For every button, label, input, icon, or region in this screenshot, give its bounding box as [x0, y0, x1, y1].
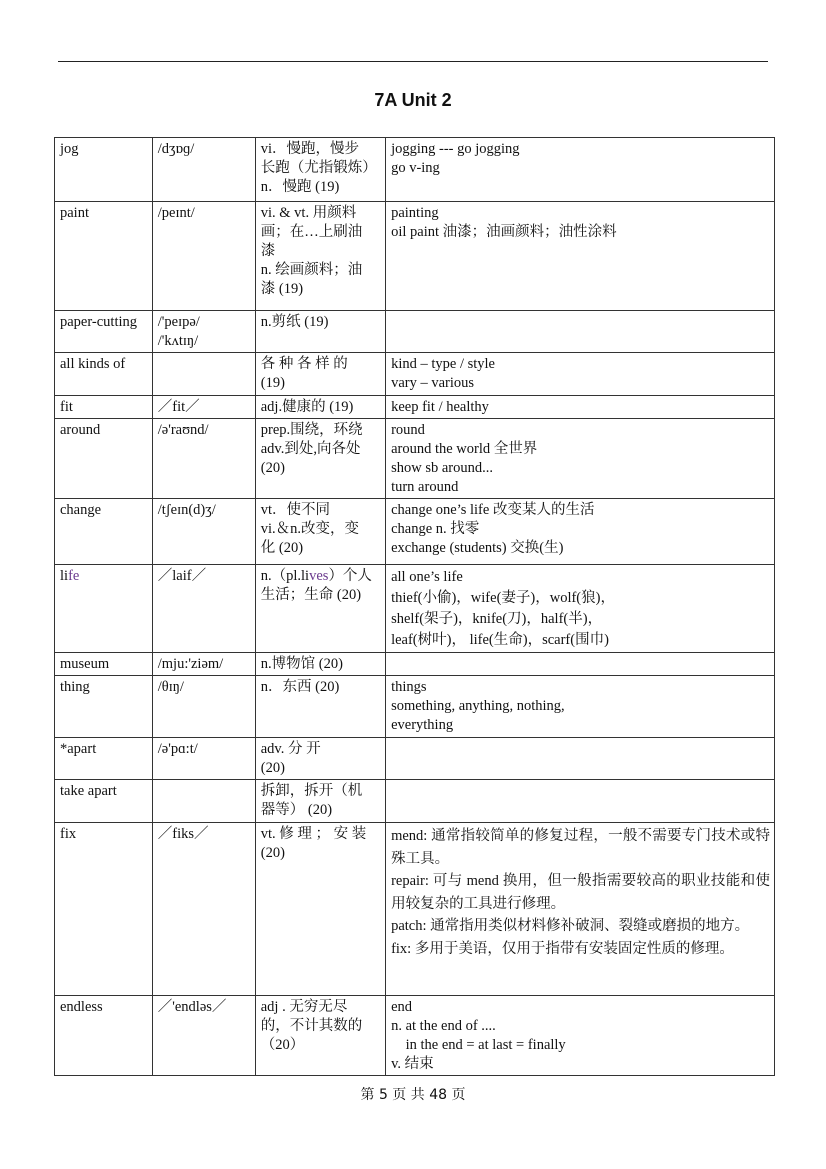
table-row	[55, 353, 775, 396]
table-row	[55, 676, 775, 738]
table-row	[55, 738, 775, 780]
meaning-cell: 拆卸，拆开（机 器等） (20)	[255, 780, 385, 823]
notes-cell	[386, 311, 775, 353]
word-cell: jog	[55, 138, 153, 202]
table-row	[55, 996, 775, 1076]
phonetic-cell: /tʃeɪn(d)ʒ/	[152, 499, 255, 565]
meaning-cell: vi. & vt. 用颜料 画；在…上刷油 漆 n. 绘画颜料；油 漆 (19)	[255, 202, 385, 311]
notes-cell: mend: 通常指较简单的修复过程，一般不需要专门技术或特殊工具。 repair: 可与 mend 换用，但一般指需要较高的职业技能和使用较复杂的工具进行修理。 patch: 通常指用类似材料修补破洞、裂缝或磨损的地方。 fix: 多用于美语，仅用于指带有安装固定性质的修理。	[386, 823, 775, 996]
phonetic-cell: /ə'raʊnd/	[152, 419, 255, 499]
word-cell: fit	[55, 396, 153, 419]
meaning-cell: n．东西 (20)	[255, 676, 385, 738]
word-cell: paper-cutting	[55, 311, 153, 353]
page-footer: 第 5 页 共 48 页	[360, 1087, 466, 1103]
table-row	[55, 653, 775, 676]
table-row	[55, 499, 775, 565]
phonetic-cell: /'peɪpə/ /'kʌtɪŋ/	[152, 311, 255, 353]
phonetic-cell: /ə'pɑ:t/	[152, 738, 255, 780]
table-row	[55, 419, 775, 499]
word-cell: paint	[55, 202, 153, 311]
phonetic-cell: ／fit／	[152, 396, 255, 419]
word-cell: take apart	[55, 780, 153, 823]
phonetic-cell	[152, 780, 255, 823]
word-cell: fix	[55, 823, 153, 996]
table-row	[55, 780, 775, 823]
meaning-cell: vi．慢跑，慢步 长跑（尤指锻炼） n．慢跑 (19)	[255, 138, 385, 202]
notes-cell: kind – type / style vary – various	[386, 353, 775, 396]
notes-cell: keep fit / healthy	[386, 396, 775, 419]
meaning-cell: 各 种 各 样 的 (19)	[255, 353, 385, 396]
notes-cell: things something, anything, nothing, everything	[386, 676, 775, 738]
meaning-cell: prep.围绕，环绕 adv.到处,向各处 (20)	[255, 419, 385, 499]
word-cell: endless	[55, 996, 153, 1076]
phonetic-cell: ／laif／	[152, 565, 255, 653]
meaning-cell: adj.健康的 (19)	[255, 396, 385, 419]
phonetic-cell: /dʒɒɡ/	[152, 138, 255, 202]
meaning-cell: n.剪纸 (19)	[255, 311, 385, 353]
notes-cell: jogging --- go jogging go v-ing	[386, 138, 775, 202]
notes-cell: round around the world 全世界 show sb around... turn around	[386, 419, 775, 499]
meaning-cell: vt．使不同 vi.＆n.改变，变 化 (20)	[255, 499, 385, 565]
meaning-cell: adj . 无穷无尽 的，不计其数的 （20）	[255, 996, 385, 1076]
phonetic-cell	[152, 353, 255, 396]
word-cell: around	[55, 419, 153, 499]
meaning-cell: n.（pl.lives）个人 生活；生命 (20)	[255, 565, 385, 653]
header-rule	[58, 61, 768, 62]
meaning-cell: adv. 分 开 (20)	[255, 738, 385, 780]
word-cell: *apart	[55, 738, 153, 780]
table-row	[55, 823, 775, 996]
meaning-cell: vt. 修 理 ； 安 装 (20)	[255, 823, 385, 996]
notes-cell: change one’s life 改变某人的生活 change n. 找零 exchange (students) 交换(生)	[386, 499, 775, 565]
table-row	[55, 138, 775, 202]
word-cell: all kinds of	[55, 353, 153, 396]
notes-cell: painting oil paint 油漆；油画颜料；油性涂料	[386, 202, 775, 311]
table-row	[55, 396, 775, 419]
word-cell: museum	[55, 653, 153, 676]
word-cell: thing	[55, 676, 153, 738]
table-row	[55, 202, 775, 311]
phonetic-cell: /θɪŋ/	[152, 676, 255, 738]
notes-cell: end n. at the end of .... in the end = at last = finally v. 结束	[386, 996, 775, 1076]
vocabulary-table	[54, 137, 775, 1076]
notes-cell: all one’s life thief(小偷)，wife(妻子)，wolf(狼)， shelf(架子)，knife(刀)，half(半)， leaf(树叶)， life(生命)，scarf(围巾)	[386, 565, 775, 653]
phonetic-cell: ／fiks／	[152, 823, 255, 996]
meaning-cell: n.博物馆 (20)	[255, 653, 385, 676]
table-row	[55, 565, 775, 653]
notes-cell	[386, 780, 775, 823]
notes-cell	[386, 653, 775, 676]
word-cell: life	[55, 565, 153, 653]
phonetic-cell: /mju:'ziəm/	[152, 653, 255, 676]
word-cell: change	[55, 499, 153, 565]
page-title: 7A Unit 2	[374, 90, 452, 110]
phonetic-cell: /peɪnt/	[152, 202, 255, 311]
table-row	[55, 311, 775, 353]
notes-cell	[386, 738, 775, 780]
phonetic-cell: ／'endləs／	[152, 996, 255, 1076]
